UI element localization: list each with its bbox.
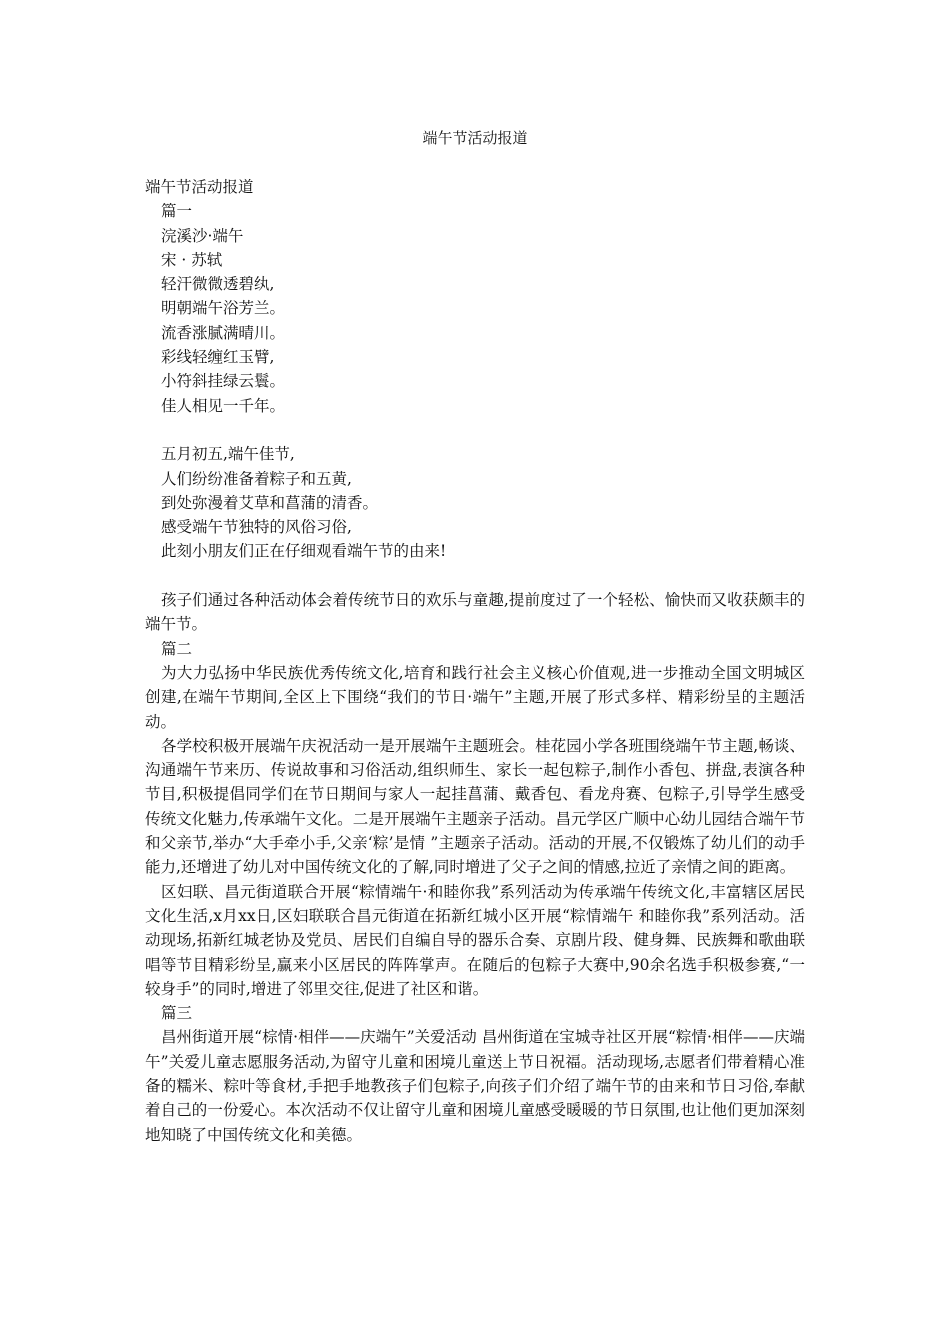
spacer <box>145 418 805 442</box>
poem-line: 小符斜挂绿云鬟。 <box>161 372 286 391</box>
section-label-part3: 篇三 <box>161 1004 193 1023</box>
section-label-part1: 篇一 <box>161 202 193 221</box>
verse-line: 到处弥漫着艾草和菖蒲的清香。 <box>161 493 379 512</box>
verse-line: 感受端午节独特的风俗习俗, <box>161 518 352 537</box>
spacer <box>145 564 805 588</box>
poem-author: 宋 · 苏轼 <box>161 250 223 269</box>
poem-title: 浣溪沙·端午 <box>161 226 244 245</box>
poem-line: 明朝端午浴芳兰。 <box>161 299 286 318</box>
verse-line: 五月初五,端午佳节, <box>161 445 295 464</box>
paragraph-part2: 区妇联、昌元街道联合开展“粽情端午·和睦你我”系列活动为传承端午传统文化,丰富辖区居民文化生活,x月xx日,区妇联联合昌元街道在拓新红城小区开展“粽情端午 和睦你我”系列活动。活动现场,拓新红城老协及党员、居民们自编自导的器乐合奏、京剧片段、健身舞、民族舞和歌曲联唱等节目精彩纷呈,赢来小区居民的阵阵掌声。在随后的包粽子大赛中,90余名选手积极参赛,“一较身手”的同时,增进了邻里交往,促进了社区和谐。 <box>145 882 805 998</box>
paragraph-part3: 昌州街道开展“棕情·相伴——庆端午”关爱活动 昌州街道在宝城寺社区开展“粽情·相伴——庆端午”关爱儿童志愿服务活动,为留守儿童和困境儿童送上节日祝福。活动现场,志愿者们带着精心准备的糯米、粽叶等食材,手把手地教孩子们包粽子,向孩子们介绍了端午节的由来和节日习俗,奉献着自己的一份爱心。本次活动不仅让留守儿童和困境儿童感受暖暖的节日氛围,也让他们更加深刻地知晓了中国传统文化和美德。 <box>145 1028 805 1144</box>
poem-line: 轻汗微微透碧纨, <box>161 275 275 294</box>
article-heading: 端午节活动报道 <box>145 178 254 196</box>
poem-line: 彩线轻缠红玉臂, <box>161 348 275 367</box>
paragraph-part2: 为大力弘扬中华民族优秀传统文化,培育和践行社会主义核心价值观,进一步推动全国文明城区创建,在端午节期间,全区上下围绕“我们的节日·端午”主题,开展了形式多样、精彩纷呈的主题活动。 <box>145 663 805 731</box>
poem-line: 流香涨腻满晴川。 <box>161 323 286 342</box>
poem-line: 佳人相见一千年。 <box>161 396 286 415</box>
paragraph-part1: 孩子们通过各种活动体会着传统节日的欢乐与童趣,提前度过了一个轻松、愉快而又收获颇丰的端午节。 <box>145 591 805 634</box>
document-body <box>145 175 805 1147</box>
document-title: 端午节活动报道 <box>422 129 528 147</box>
verse-line: 此刻小朋友们正在仔细观看端午节的由来! <box>161 542 447 561</box>
verse-line: 人们纷纷准备着粽子和五黄, <box>161 469 352 488</box>
paragraph-part2: 各学校积极开展端午庆祝活动一是开展端午主题班会。桂花园小学各班围绕端午节主题,畅谈、沟通端午节来历、传说故事和习俗活动,组织师生、家长一起包粽子,制作小香包、拼盘,表演各种节目,积极提倡同学们在节日期间与家人一起挂菖蒲、戴香包、看龙舟赛、包粽子,引导学生感受传统文化魅力,传承端午文化。二是开展端午主题亲子活动。昌元学区广顺中心幼儿园结合端午节和父亲节,举办“大手牵小手,父亲‘粽’是情 ”主题亲子活动。活动的开展,不仅锻炼了幼儿们的动手能力,还增进了幼儿对中国传统文化的了解,同时增进了父子之间的情感,拉近了亲情之间的距离。 <box>145 736 805 877</box>
section-label-part2: 篇二 <box>161 639 193 658</box>
